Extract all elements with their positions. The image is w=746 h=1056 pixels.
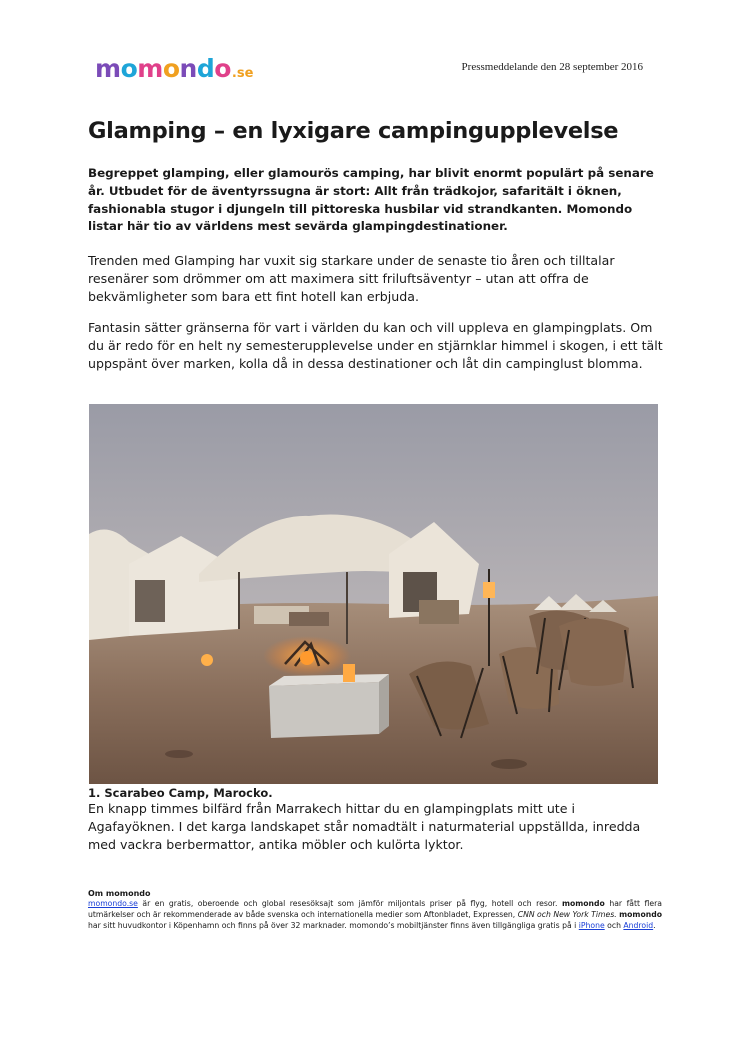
destination-title: 1. Scarabeo Camp, Marocko. xyxy=(88,786,273,800)
press-release-date: Pressmeddelande den 28 september 2016 xyxy=(461,61,643,73)
logo-letter: o xyxy=(162,54,180,83)
destination-description: En knapp timmes bilfärd från Marrakech hittar du en glampingplats mitt ute i Agafayöknen. I det karga landskapet står nomadtält i naturmaterial uppställda, inredda med vackra berbermattor, antika möbler och kulörta lyktor. xyxy=(88,801,641,852)
about-title: Om momondo xyxy=(88,889,151,898)
about-text-2: har fått flera utmärkelser och är rekommenderade av både svenska och internationella medier som Aftonbladet, Expressen, xyxy=(88,899,662,919)
iphone-link[interactable]: iPhone xyxy=(578,920,605,930)
about-brand-bold: momondo xyxy=(561,899,605,908)
camp-photo xyxy=(89,404,658,784)
about-text-4: har sitt huvudkontor i Köpenhamn och finns på över 32 marknader. momondo’s mobiltjänster finns även tillgängliga gratis på i xyxy=(88,920,579,930)
about-text-1: är en gratis, oberoende och global resesöksajt som jämför miljontals priser på flyg, hotell och resor. xyxy=(137,899,562,908)
logo-letter: d xyxy=(196,54,215,83)
logo-letter: o xyxy=(120,54,138,83)
logo-tld: .se xyxy=(231,66,254,81)
body-paragraph-1: Trenden med Glamping har vuxit sig starkare under de senaste tio åren och tilltalar resenärer som drömmer om att maximera sitt friluftsäventyr – utan att offra de bekvämligheter som bara ett fint hotell kan erbjuda. xyxy=(88,253,615,304)
about-paragraph xyxy=(88,899,662,932)
logo-letter: o xyxy=(214,54,231,83)
logo-letter: n xyxy=(179,54,197,83)
momondo-logo xyxy=(95,54,253,82)
about-media-italic: CNN och New York Times. xyxy=(517,909,617,919)
logo-letter: m xyxy=(137,54,163,83)
body-paragraph-2: Fantasin sätter gränserna för vart i världen du kan och vill uppleva en glampingplats. Om du är redo för en helt ny semesterupplevelse under en stjärnklar himmel i skogen, i ett tält uppspänt över marken, kolla då in dessa destinationer och låt din campinglust blomma. xyxy=(88,320,663,371)
page-title: Glamping – en lyxigare campingupplevelse xyxy=(88,118,619,144)
about-text-6: . xyxy=(653,920,656,930)
about-text-5: och xyxy=(604,920,624,930)
about-brand-bold-2: momondo xyxy=(619,909,662,919)
android-link[interactable]: Android xyxy=(623,920,654,930)
logo-letter: m xyxy=(95,54,121,83)
lead-paragraph: Begreppet glamping, eller glamourös camping, har blivit enormt populärt på senare år. Utbudet för de äventyrssugna är stort: Allt från trädkojor, safaritält i öknen, fashionabla stugor i djungeln till pittoreska husbilar vid strandkanten. Momondo listar här tio av världens mest sevärda glampingdestinationer. xyxy=(88,166,654,234)
momondo-site-link[interactable]: momondo.se xyxy=(88,899,138,908)
